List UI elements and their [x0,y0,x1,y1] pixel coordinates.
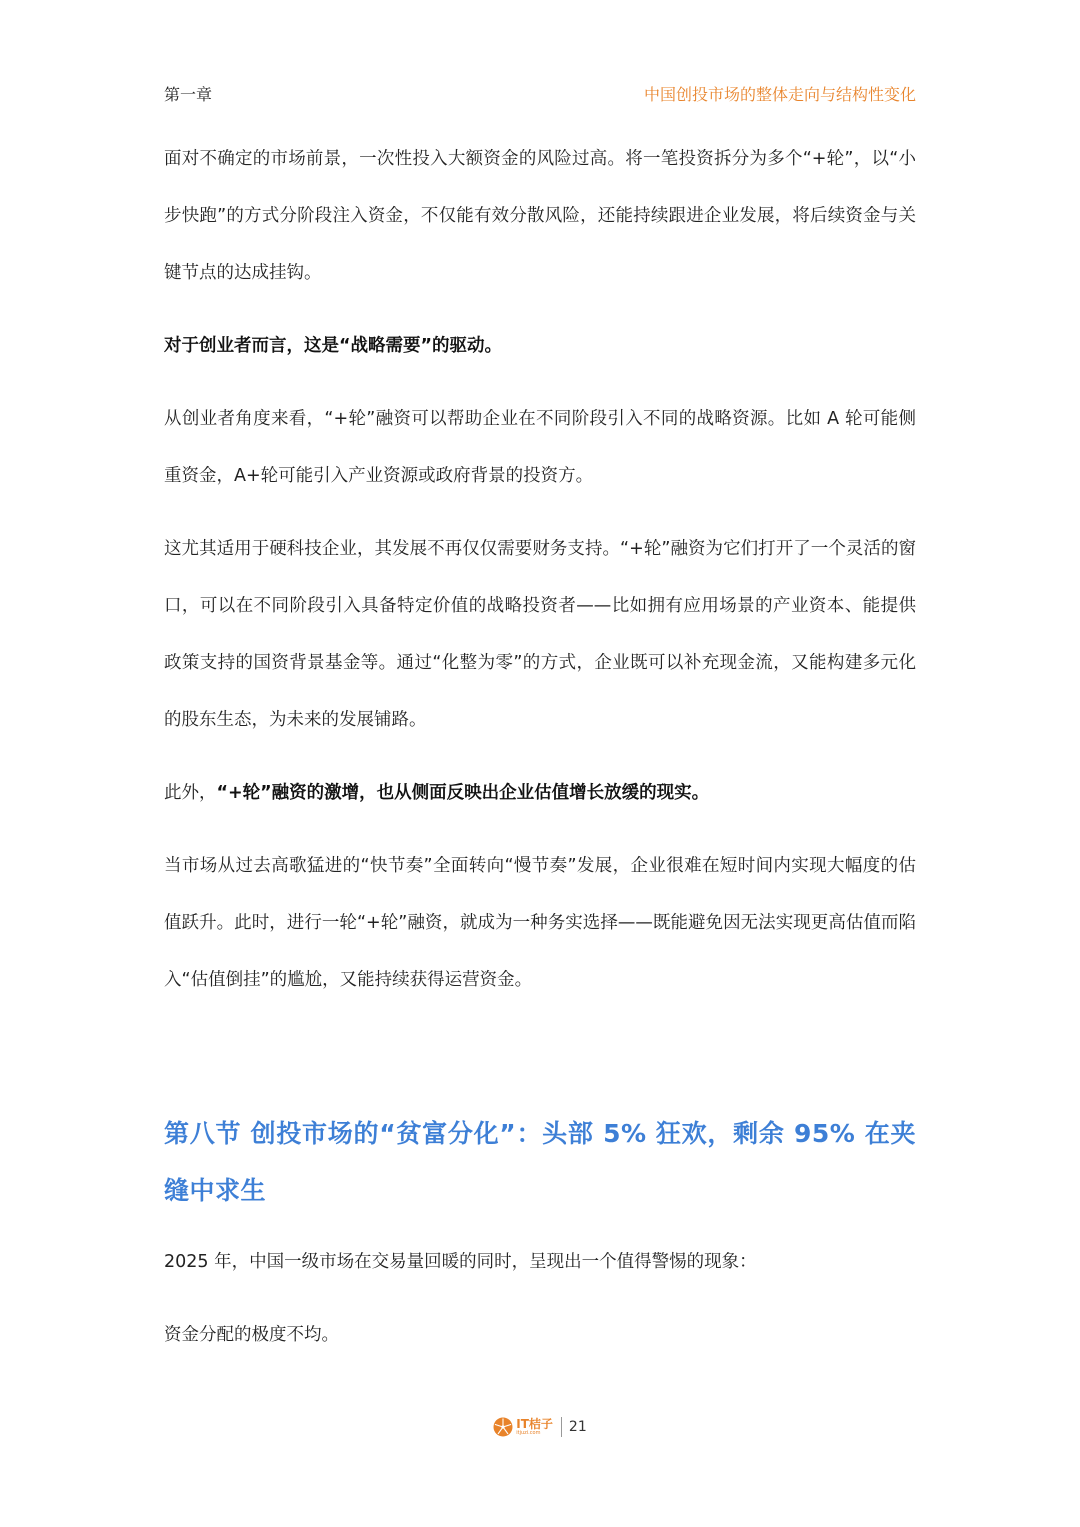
paragraph-founder-view: 从创业者角度来看，“+轮”融资可以帮助企业在不同阶段引入不同的战略资源。比如 A 轮可能侧重资金，A+轮可能引入产业资源或政府背景的投资方。 [164,409,916,486]
page-number: 21 [568,1419,587,1435]
main-content [164,131,916,1380]
chapter-title: 中国创投市场的整体走向与结构性变化 [643,85,916,104]
paragraph-valuation-prefix: 此外， [164,783,217,803]
page-footer [0,1413,1080,1441]
paragraph-capital-allocation: 资金分配的极度不均。 [164,1325,339,1345]
paragraph-valuation-heading [164,765,916,822]
page-header [164,82,916,108]
paragraph-strategy-heading: 对于创业者而言，这是“战略需要”的驱动。 [164,336,503,356]
paragraph-valuation-bold: “+轮”融资的激增，也从侧面反映出企业估值增长放缓的现实。 [216,783,710,803]
paragraph-2025-market: 2025 年，中国一级市场在交易量回暖的同时，呈现出一个值得警惕的现象： [164,1252,757,1272]
itjuzi-logo [493,1413,553,1441]
footer-divider [561,1417,562,1437]
paragraph-hardtech: 这尤其适用于硬科技企业，其发展不再仅仅需要财务支持。“+轮”融资为它们打开了一个灵活的窗口，可以在不同阶段引入具备特定价值的战略投资者——比如拥有应用场景的产业资本、能提供政策支持的国资背景基金等。通过“化整为零”的方式，企业既可以补充现金流，又能构建多元化的股东生态，为未来的发展铺路。 [164,539,916,730]
orange-slice-icon [493,1417,513,1437]
logo-subtitle: itjuzi.com [516,1430,541,1436]
section-title: 第八节 创投市场的“贫富分化”：头部 5% 狂欢，剩余 95% 在夹缝中求生 [164,1119,916,1205]
paragraph-risk: 面对不确定的市场前景，一次性投入大额资金的风险过高。将一笔投资拆分为多个“+轮”，以“小步快跑”的方式分阶段注入资金，不仅能有效分散风险，还能持续跟进企业发展，将后续资金与关键节点的达成挂钩。 [164,149,916,283]
logo-name: IT桔子 [516,1417,553,1431]
paragraph-market-pace: 当市场从过去高歌猛进的“快节奏”全面转向“慢节奏”发展，企业很难在短时间内实现大幅度的估值跃升。此时，进行一轮“+轮”融资，就成为一种务实选择——既能避免因无法实现更高估值而陷入“估值倒挂”的尴尬，又能持续获得运营资金。 [164,856,916,990]
chapter-label: 第一章 [164,85,213,104]
